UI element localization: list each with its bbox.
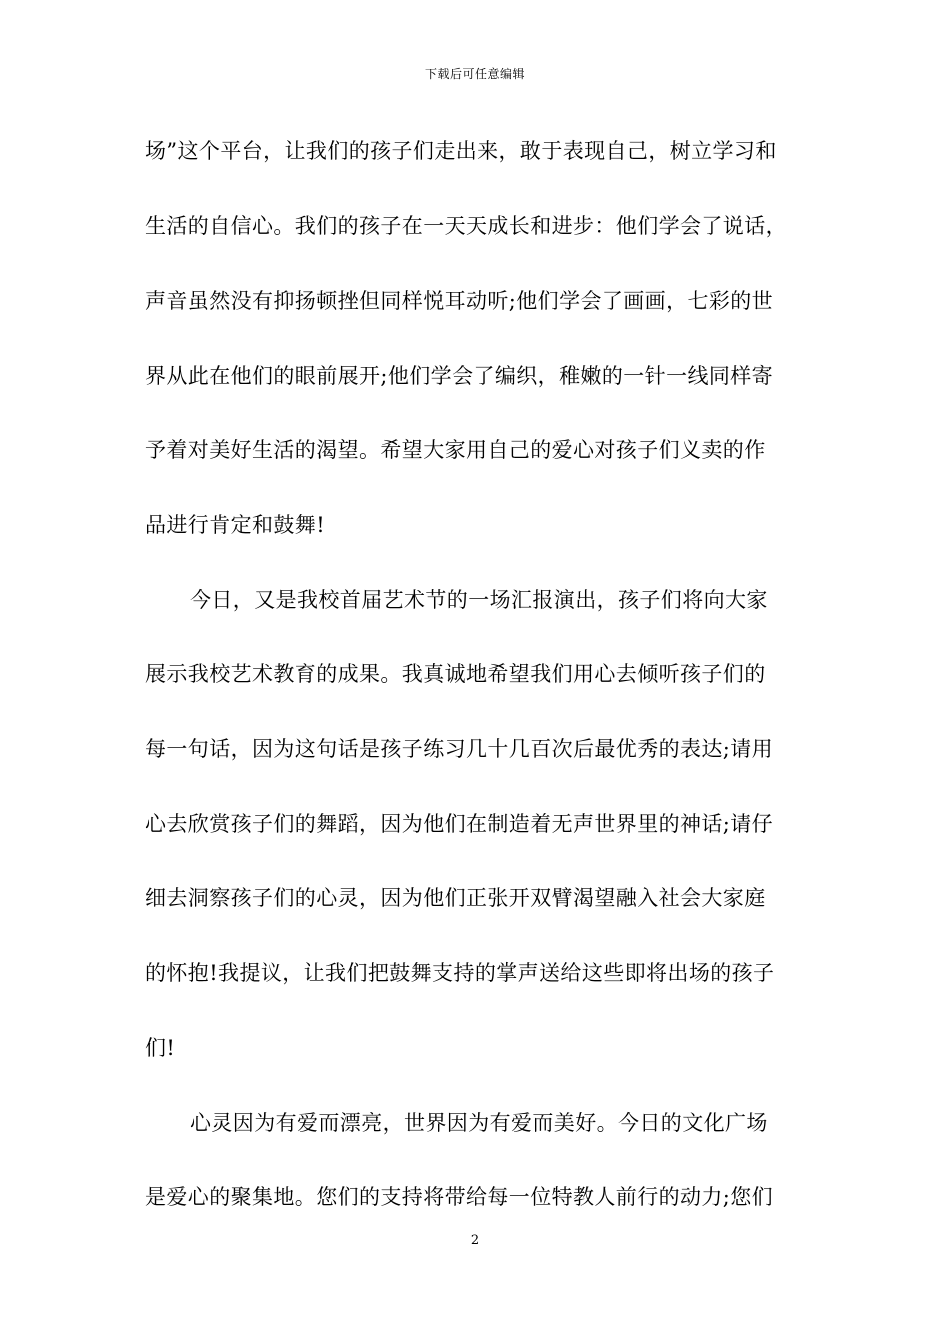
text-line: 心去欣赏孩子们的舞蹈，因为他们在制造着无声世界里的神话;请仔 — [145, 812, 774, 836]
text-line: 场”这个平台，让我们的孩子们走出来，敢于表现自己，树立学习和 — [145, 139, 777, 163]
text-line: 心灵因为有爱而漂亮，世界因为有爱而美好。今日的文化广场 — [190, 1111, 768, 1135]
text-line: 是爱心的聚集地。您们的支持将带给每一位特教人前行的动力;您们 — [145, 1185, 774, 1209]
text-line: 予着对美好生活的渴望。希望大家用自己的爱心对孩子们义卖的作 — [145, 438, 766, 462]
text-line: 每一句话，因为这句话是孩子练习几十几百次后最优秀的表达;请用 — [145, 737, 774, 761]
text-line: 声音虽然没有抑扬顿挫但同样悦耳动听;他们学会了画画，七彩的世 — [145, 289, 774, 313]
text-line: 品进行肯定和鼓舞! — [145, 513, 326, 537]
page-number: 2 — [470, 1233, 480, 1248]
text-line: 生活的自信心。我们的孩子在一天天成长和进步：他们学会了说话， — [145, 214, 787, 238]
text-line: 展示我校艺术教育的成果。我真诚地希望我们用心去倾听孩子们的 — [145, 662, 766, 686]
text-line: 界从此在他们的眼前展开;他们学会了编织，稚嫩的一针一线同样寄 — [145, 364, 774, 388]
text-line: 们! — [145, 1036, 176, 1060]
text-line: 今日，又是我校首届艺术节的一场汇报演出，孩子们将向大家 — [190, 588, 768, 612]
text-line: 细去洞察孩子们的心灵，因为他们正张开双臂渴望融入社会大家庭 — [145, 886, 766, 910]
page-header: 下载后可任意编辑 — [424, 67, 525, 81]
text-line: 的怀抱!我提议，让我们把鼓舞支持的掌声送给这些即将出场的孩子 — [145, 961, 775, 985]
